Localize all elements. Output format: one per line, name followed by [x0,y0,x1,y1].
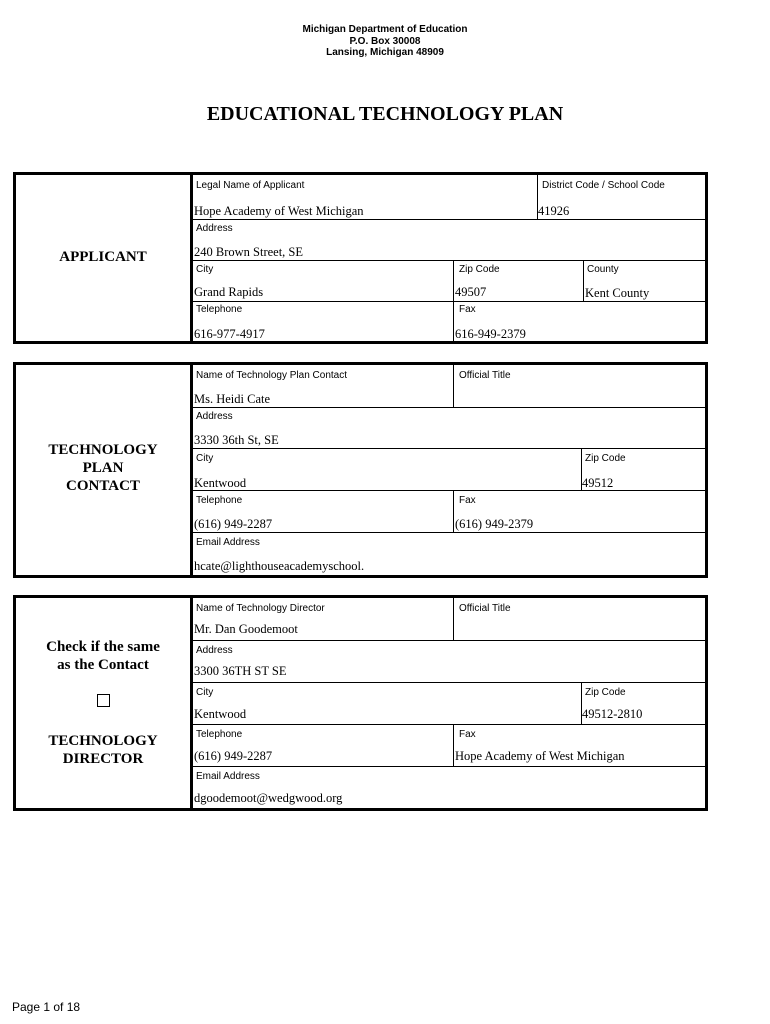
director-name-label: Name of Technology Director [196,603,325,614]
legal-name-label: Legal Name of Applicant [196,180,305,191]
contact-city-value[interactable]: Kentwood [194,476,247,490]
director-address-label: Address [196,645,233,656]
telephone-label: Telephone [196,304,243,315]
header-line-1: Michigan Department of Education [302,24,468,35]
same-as-contact-checkbox[interactable] [97,694,110,707]
director-address-value[interactable]: 3300 36TH ST SE [194,664,287,678]
contact-section [13,362,708,578]
contact-zip-label: Zip Code [585,453,626,464]
contact-section-label-1: TECHNOLOGY [48,442,158,458]
contact-fax-label: Fax [459,495,476,506]
director-city-label: City [196,687,214,698]
telephone-value[interactable]: 616-977-4917 [194,327,265,341]
director-city-value[interactable]: Kentwood [194,707,247,721]
contact-fax-value[interactable]: (616) 949-2379 [455,517,534,531]
director-name-value[interactable]: Mr. Dan Goodemoot [194,622,298,636]
contact-address-label: Address [196,411,233,422]
director-check-label-2: as the Contact [57,657,149,673]
contact-address-value[interactable]: 3330 36th St, SE [194,433,279,447]
contact-telephone-value[interactable]: (616) 949-2287 [194,517,273,531]
contact-label-cell [16,365,193,575]
contact-city-label: City [196,453,214,464]
applicant-label-cell [16,175,193,341]
page-number: Page 1 of 18 [12,1000,81,1014]
director-section-label-1: TECHNOLOGY [48,733,158,749]
district-code-value[interactable]: 41926 [538,204,570,218]
director-telephone-value[interactable]: (616) 949-2287 [194,749,273,763]
contact-zip-value[interactable]: 49512 [582,476,614,490]
contact-section-label-2: PLAN [82,460,124,476]
contact-name-label: Name of Technology Plan Contact [196,370,348,381]
fax-label: Fax [459,304,476,315]
contact-name-value[interactable]: Ms. Heidi Cate [194,392,271,406]
city-value[interactable]: Grand Rapids [194,285,264,299]
county-label: County [587,264,619,275]
zip-value[interactable]: 49507 [455,285,487,299]
applicant-section [13,172,708,344]
director-label-cell [16,598,193,808]
applicant-section-label: APPLICANT [59,249,147,265]
director-section-label-2: DIRECTOR [62,751,144,767]
director-section [13,595,708,811]
contact-title-label: Official Title [459,370,511,381]
header-line-3: Lansing, Michigan 48909 [326,47,444,58]
contact-telephone-label: Telephone [196,495,243,506]
legal-name-value[interactable]: Hope Academy of West Michigan [194,204,364,218]
contact-section-label-3: CONTACT [66,478,140,494]
director-zip-label: Zip Code [585,687,626,698]
director-telephone-label: Telephone [196,729,243,740]
city-label: City [196,264,214,275]
contact-email-label: Email Address [196,537,260,548]
director-check-label-1: Check if the same [46,639,160,655]
director-email-value[interactable]: dgoodemoot@wedgwood.org [194,791,343,805]
director-fax-value[interactable]: Hope Academy of West Michigan [455,749,625,763]
director-fax-label: Fax [459,729,476,740]
contact-email-value[interactable]: hcate@lighthouseacademyschool. [194,559,365,573]
director-email-label: Email Address [196,771,260,782]
fax-value[interactable]: 616-949-2379 [455,327,526,341]
director-zip-value[interactable]: 49512-2810 [582,707,643,721]
address-label: Address [196,223,233,234]
address-value[interactable]: 240 Brown Street, SE [194,245,304,259]
director-title-label: Official Title [459,603,511,614]
county-value[interactable]: Kent County [585,286,650,300]
page-title: EDUCATIONAL TECHNOLOGY PLAN [206,103,564,125]
header-line-2: P.O. Box 30008 [349,36,421,47]
zip-label: Zip Code [459,264,500,275]
district-code-label: District Code / School Code [542,180,665,191]
